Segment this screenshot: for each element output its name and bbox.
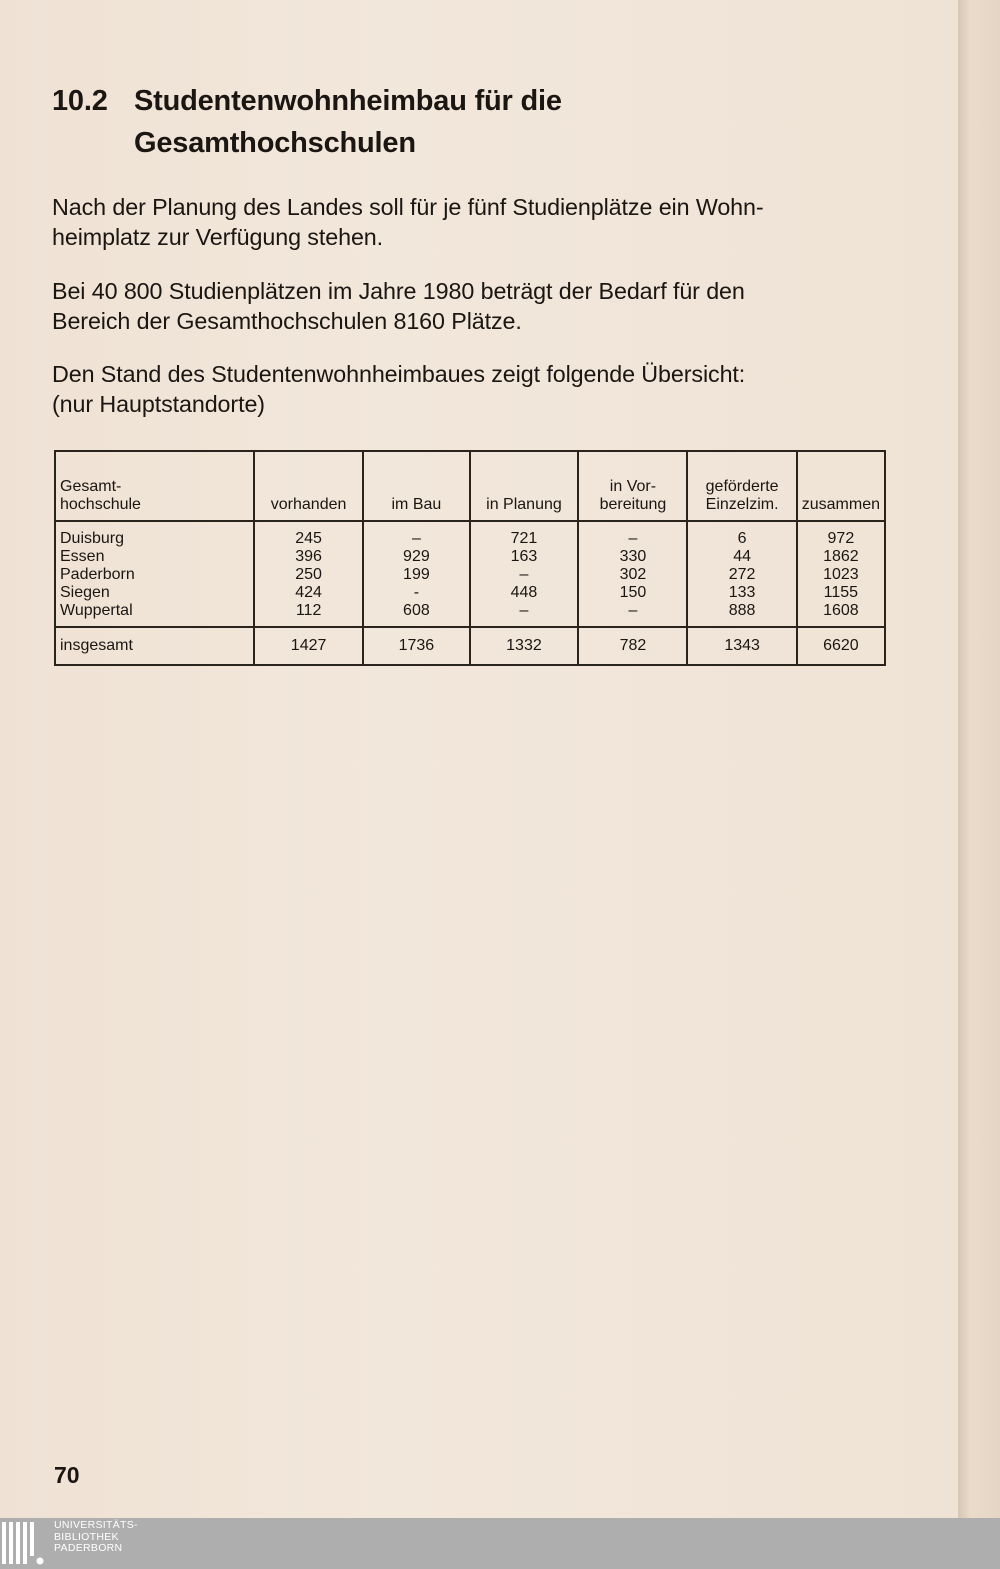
cell-in-planung: 448 (470, 584, 579, 602)
dormitory-table (54, 450, 886, 666)
section-title-line1: Studentenwohnheimbau für die (134, 85, 562, 117)
header-zusammen: zusammen (797, 451, 885, 521)
cell-vorbereitung: 330 (578, 548, 687, 566)
library-name: UNIVERSITÄTS- BIBLIOTHEK PADERBORN (54, 1519, 138, 1554)
header-gefoerderte-einzelzim: geförderte Einzelzim. (687, 451, 796, 521)
cell-einzelzim: 44 (687, 548, 796, 566)
section-title-line2: Gesamthochschulen (134, 127, 416, 159)
cell-total-vorhanden: 1427 (254, 627, 363, 665)
table-row (55, 548, 885, 566)
cell-im-bau: - (363, 584, 469, 602)
cell-name: Siegen (55, 584, 254, 602)
cell-vorbereitung: – (578, 602, 687, 627)
paragraph-line: Bereich der Gesamthochschulen 8160 Plätze. (52, 308, 522, 334)
table-total-row (55, 627, 885, 665)
cell-vorhanden: 245 (254, 521, 363, 548)
cell-in-planung: 721 (470, 521, 579, 548)
cell-in-planung: 163 (470, 548, 579, 566)
cell-zusammen: 1608 (797, 602, 885, 627)
paragraph-line: (nur Hauptstandorte) (52, 391, 265, 417)
table-row (55, 584, 885, 602)
header-vorhanden: vorhanden (254, 451, 363, 521)
table-row (55, 521, 885, 548)
table-row (55, 602, 885, 627)
section-number: 10.2 (52, 85, 108, 117)
cell-zusammen: 972 (797, 521, 885, 548)
cell-im-bau: 929 (363, 548, 469, 566)
cell-vorhanden: 396 (254, 548, 363, 566)
cell-einzelzim: 6 (687, 521, 796, 548)
cell-einzelzim: 272 (687, 566, 796, 584)
cell-total-im-bau: 1736 (363, 627, 469, 665)
cell-vorbereitung: – (578, 521, 687, 548)
cell-einzelzim: 133 (687, 584, 796, 602)
cell-zusammen: 1862 (797, 548, 885, 566)
cell-name: Paderborn (55, 566, 254, 584)
header-im-bau: im Bau (363, 451, 469, 521)
paragraph-overview (52, 359, 892, 419)
page-number: 70 (54, 1462, 80, 1488)
cell-total-in-planung: 1332 (470, 627, 579, 665)
section-heading (52, 80, 562, 164)
library-footer-bar (0, 1518, 1000, 1569)
paragraph-planning (52, 192, 892, 252)
table-header-row (55, 451, 885, 521)
cell-total-label: insgesamt (55, 627, 254, 665)
cell-total-vorbereitung: 782 (578, 627, 687, 665)
header-in-vorbereitung: in Vor- bereitung (578, 451, 687, 521)
cell-einzelzim: 888 (687, 602, 796, 627)
cell-vorhanden: 112 (254, 602, 363, 627)
cell-in-planung: – (470, 566, 579, 584)
cell-name: Wuppertal (55, 602, 254, 627)
header-gesamthochschule: Gesamt- hochschule (55, 451, 254, 521)
cell-total-zusammen: 6620 (797, 627, 885, 665)
cell-im-bau: – (363, 521, 469, 548)
paragraph-line: heimplatz zur Verfügung stehen. (52, 224, 384, 250)
cell-vorbereitung: 150 (578, 584, 687, 602)
cell-im-bau: 608 (363, 602, 469, 627)
cell-vorhanden: 424 (254, 584, 363, 602)
cell-zusammen: 1155 (797, 584, 885, 602)
paragraph-line: Bei 40 800 Studienplätzen im Jahre 1980 beträgt der Bedarf für den (52, 278, 745, 304)
paragraph-line: Den Stand des Studentenwohnheimbaues zeigt folgende Übersicht: (52, 361, 746, 387)
cell-name: Essen (55, 548, 254, 566)
library-logo-icon (0, 1520, 44, 1566)
cell-vorbereitung: 302 (578, 566, 687, 584)
header-in-planung: in Planung (470, 451, 579, 521)
cell-total-einzelzim: 1343 (687, 627, 796, 665)
table-row (55, 566, 885, 584)
cell-im-bau: 199 (363, 566, 469, 584)
cell-in-planung: – (470, 602, 579, 627)
cell-vorhanden: 250 (254, 566, 363, 584)
paragraph-line: Nach der Planung des Landes soll für je fünf Studienplätze ein Wohn- (52, 194, 764, 220)
cell-zusammen: 1023 (797, 566, 885, 584)
paragraph-demand (52, 276, 892, 336)
page-edge (958, 0, 1000, 1518)
cell-name: Duisburg (55, 521, 254, 548)
